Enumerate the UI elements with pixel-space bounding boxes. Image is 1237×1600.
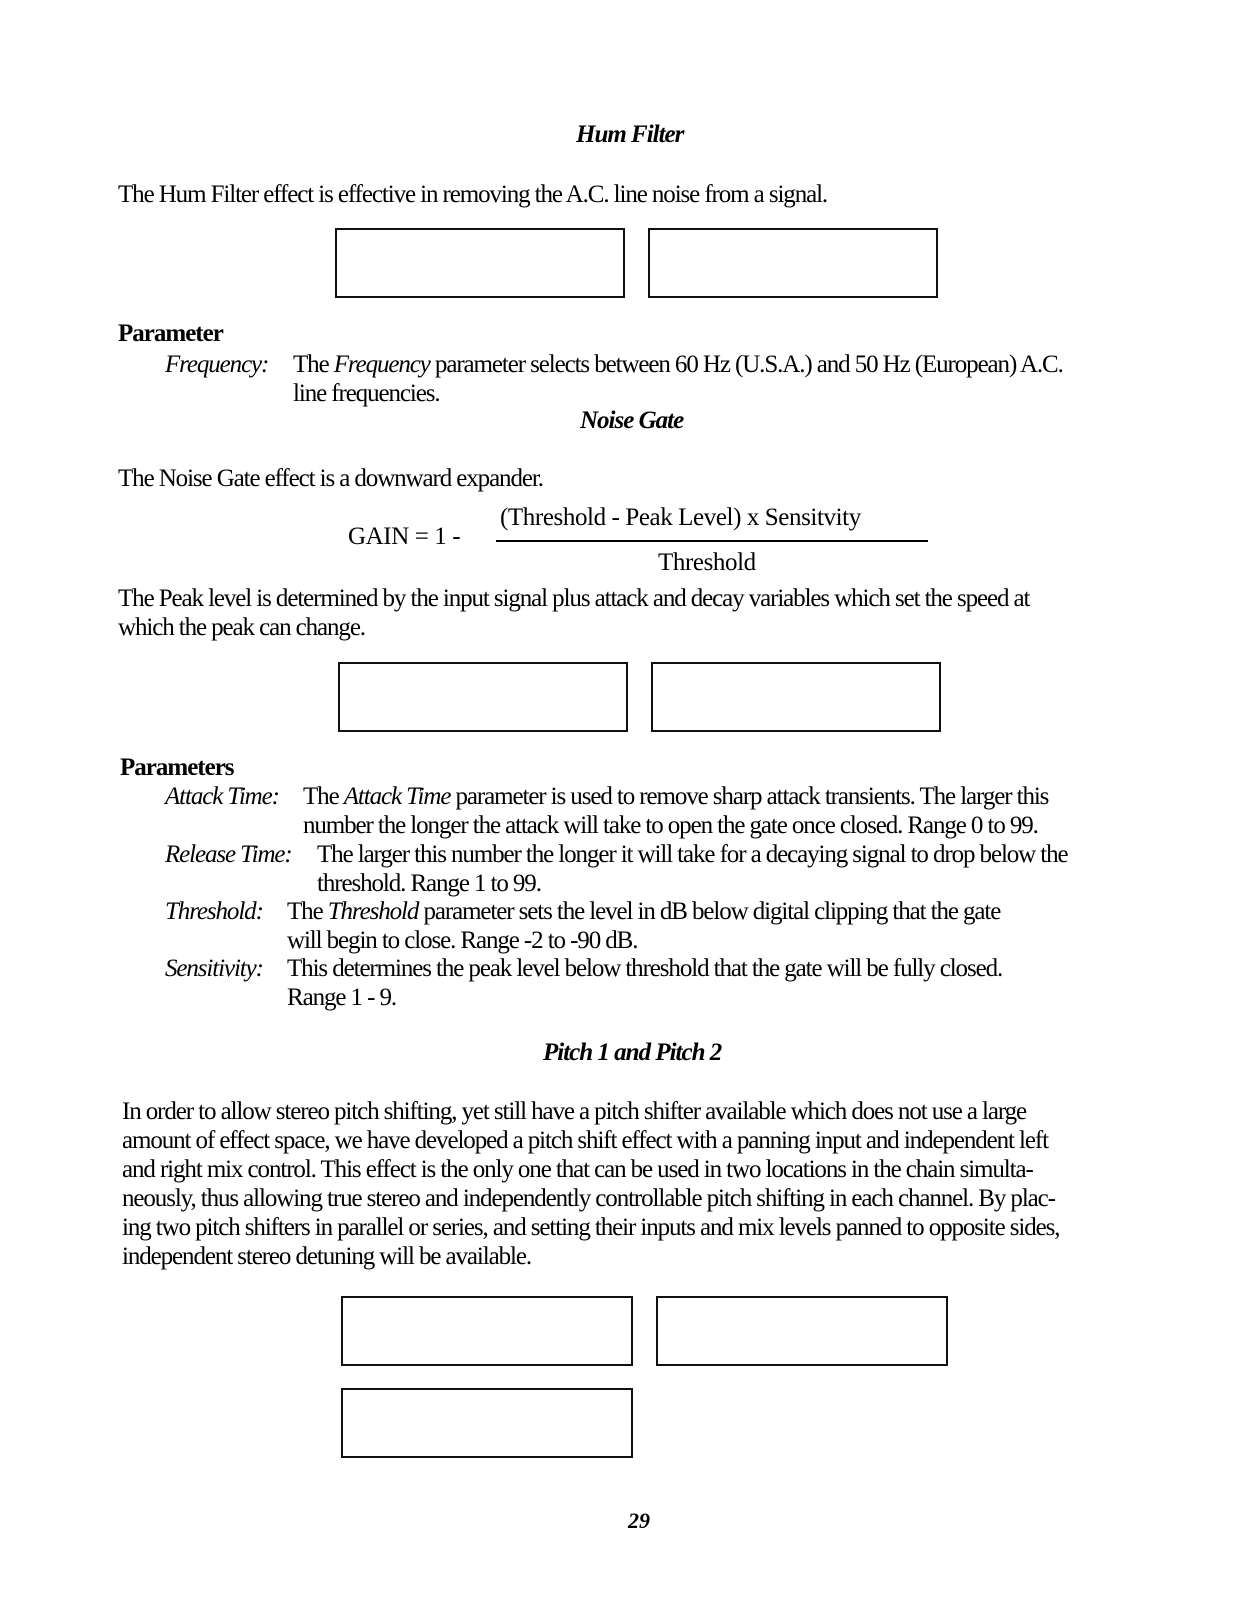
lcd-line [347, 1454, 631, 1458]
release-time-description-line2: threshold. Range 1 to 99. [317, 870, 541, 897]
pitch1-lcd-level [341, 1296, 633, 1366]
pitch-paragraph-line5: ing two pitch shifters in parallel or series, and setting their inputs and mix levels panned to opposite sides, [122, 1214, 1060, 1241]
text: parameter selects between 60 Hz (U.S.A.) and 50 Hz (European) A.C. [429, 351, 1063, 378]
hum-filter-heading: Hum Filter [576, 121, 684, 148]
pitch1-lcd-pan [341, 1388, 633, 1458]
pitch-heading: Pitch 1 and Pitch 2 [543, 1039, 722, 1066]
sensitivity-description: This determines the peak level below threshold that the gate will be fully closed. [287, 955, 1003, 982]
hum-filter-intro: The Hum Filter effect is effective in removing the A.C. line noise from a signal. [118, 181, 828, 208]
pitch-paragraph-line6: independent stereo detuning will be available. [122, 1243, 531, 1270]
text: parameter is used to remove sharp attack transients. The larger this [450, 783, 1049, 810]
noise-gate-intro: The Noise Gate effect is a downward expander. [118, 465, 543, 492]
pitch-paragraph-line4: neously, thus allowing true stereo and independently controllable pitch shifting in each channel. By plac- [122, 1185, 1055, 1212]
threshold-description [287, 897, 1000, 926]
noise-gate-lcd-attack [651, 662, 941, 732]
sensitivity-description-line2: Range 1 - 9. [287, 984, 396, 1011]
frequency-term-inline: Frequency [333, 351, 430, 378]
lcd-line [662, 1362, 946, 1366]
text: The [303, 783, 344, 810]
pitch2-lcd-level [656, 1296, 948, 1366]
noise-gate-lcd-level [338, 662, 628, 732]
threshold-description-line2: will begin to close. Range -2 to -90 dB. [287, 927, 638, 954]
threshold-term-inline: Threshold [327, 898, 419, 925]
text: parameter sets the level in dB below digital clipping that the gate [418, 898, 1001, 925]
attack-time-term: Attack Time: [165, 783, 279, 810]
page-number: 29 [628, 1508, 650, 1533]
formula-denominator: Threshold [658, 549, 756, 576]
frequency-description [293, 350, 1063, 379]
lcd-line [344, 728, 626, 732]
formula-lhs: GAIN = 1 - [348, 523, 461, 550]
noise-gate-parameters-label: Parameters [120, 754, 234, 781]
noise-gate-heading: Noise Gate [580, 407, 684, 434]
threshold-term: Threshold: [165, 898, 263, 925]
pitch-paragraph-line2: amount of effect space, we have developed a pitch shift effect with a panning input and independent left [122, 1127, 1048, 1154]
attack-time-description-line2: number the longer the attack will take to open the gate once closed. Range 0 to 99. [303, 812, 1038, 839]
pitch-paragraph-line3: and right mix control. This effect is the only one that can be used in two locations in the chain simulta- [122, 1156, 1033, 1183]
text: The [293, 351, 334, 378]
attack-time-term-inline: Attack Time [343, 783, 451, 810]
peak-level-text-line1: The Peak level is determined by the input signal plus attack and decay variables which set the speed at [118, 585, 1030, 612]
lcd-line [657, 728, 939, 732]
peak-level-text-line2: which the peak can change. [118, 614, 365, 641]
sensitivity-term: Sensitivity: [165, 955, 263, 982]
formula-numerator: (Threshold - Peak Level) x Sensitvity [500, 504, 861, 531]
frequency-description-line2: line frequencies. [293, 380, 440, 407]
release-time-description: The larger this number the longer it will take for a decaying signal to drop below the [317, 841, 1068, 868]
lcd-line [347, 1362, 631, 1366]
hum-filter-parameter-label: Parameter [118, 320, 223, 347]
text: The [287, 898, 328, 925]
attack-time-description [303, 782, 1048, 811]
hum-filter-lcd-frequency [648, 228, 938, 298]
fraction-line [496, 540, 928, 542]
lcd-line [341, 294, 623, 298]
pitch-paragraph-line1: In order to allow stereo pitch shifting, yet still have a pitch shifter available which does not use a large [122, 1098, 1027, 1125]
lcd-line [654, 294, 936, 298]
release-time-term: Release Time: [165, 841, 292, 868]
hum-filter-lcd-level [335, 228, 625, 298]
frequency-term: Frequency: [165, 351, 269, 378]
